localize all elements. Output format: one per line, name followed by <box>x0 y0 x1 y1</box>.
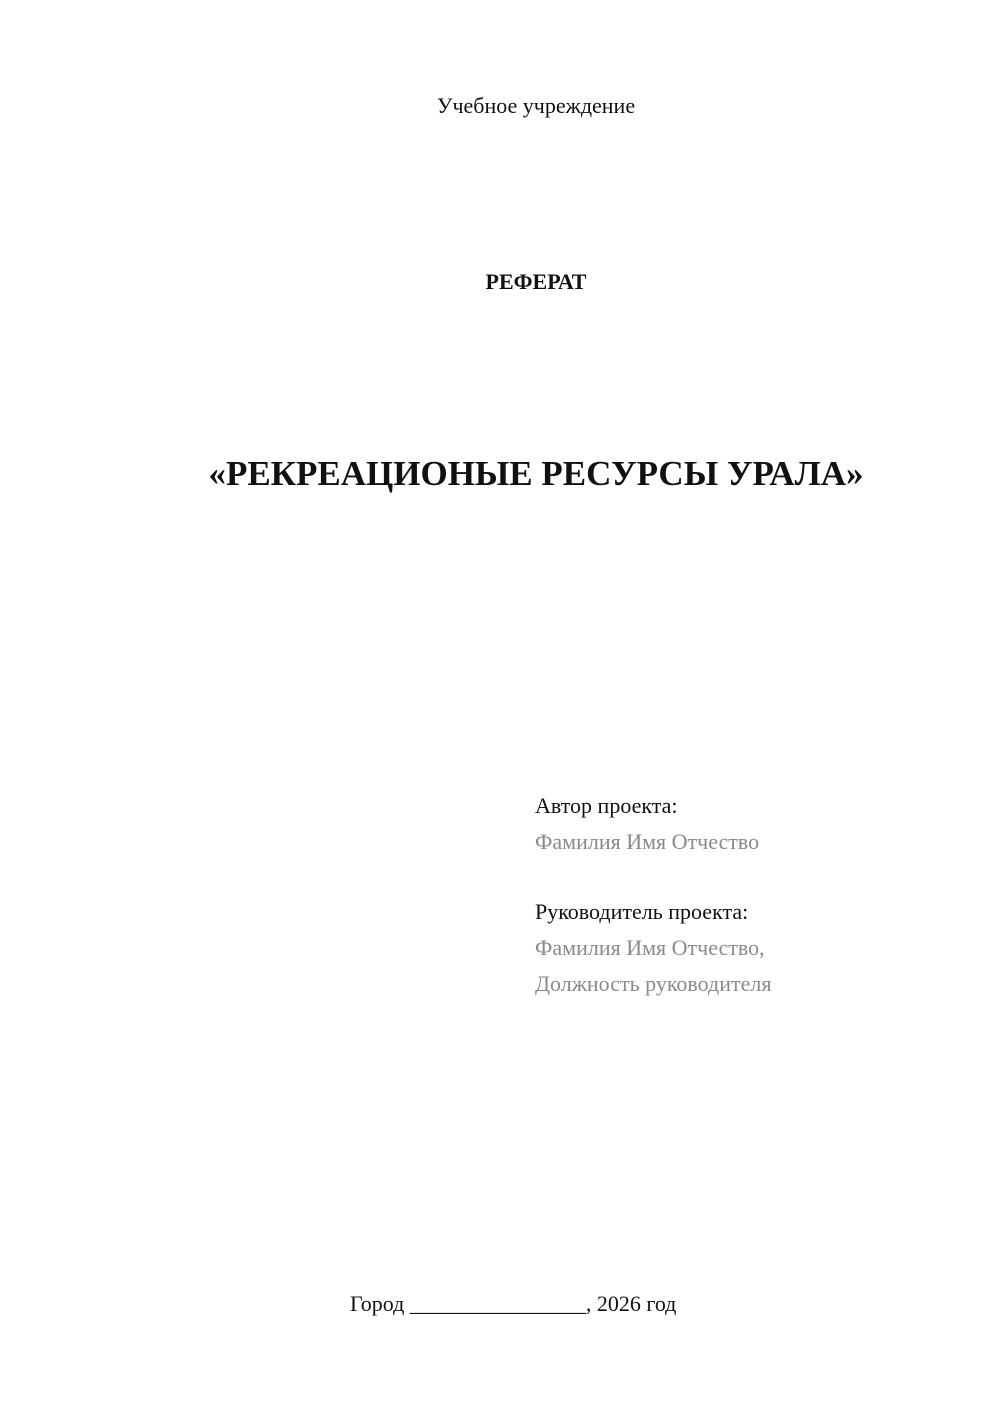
supervisor-position: Должность руководителя <box>535 971 772 996</box>
author-name: Фамилия Имя Отчество <box>535 829 760 854</box>
city-year-line: Город ________________, 2026 год <box>350 1291 677 1316</box>
institution-name: Учебное учреждение <box>436 93 636 118</box>
supervisor-label: Руководитель проекта: <box>535 899 749 924</box>
document-type-heading: РЕФЕРАТ <box>485 269 587 294</box>
credits-block <box>535 788 975 1002</box>
supervisor-name: Фамилия Имя Отчество, <box>535 935 765 960</box>
author-label: Автор проекта: <box>535 793 678 818</box>
topic-title: «РЕКРЕАЦИОНЫЕ РЕСУРСЫ УРАЛА» <box>208 454 864 493</box>
credits-spacer <box>535 860 975 894</box>
